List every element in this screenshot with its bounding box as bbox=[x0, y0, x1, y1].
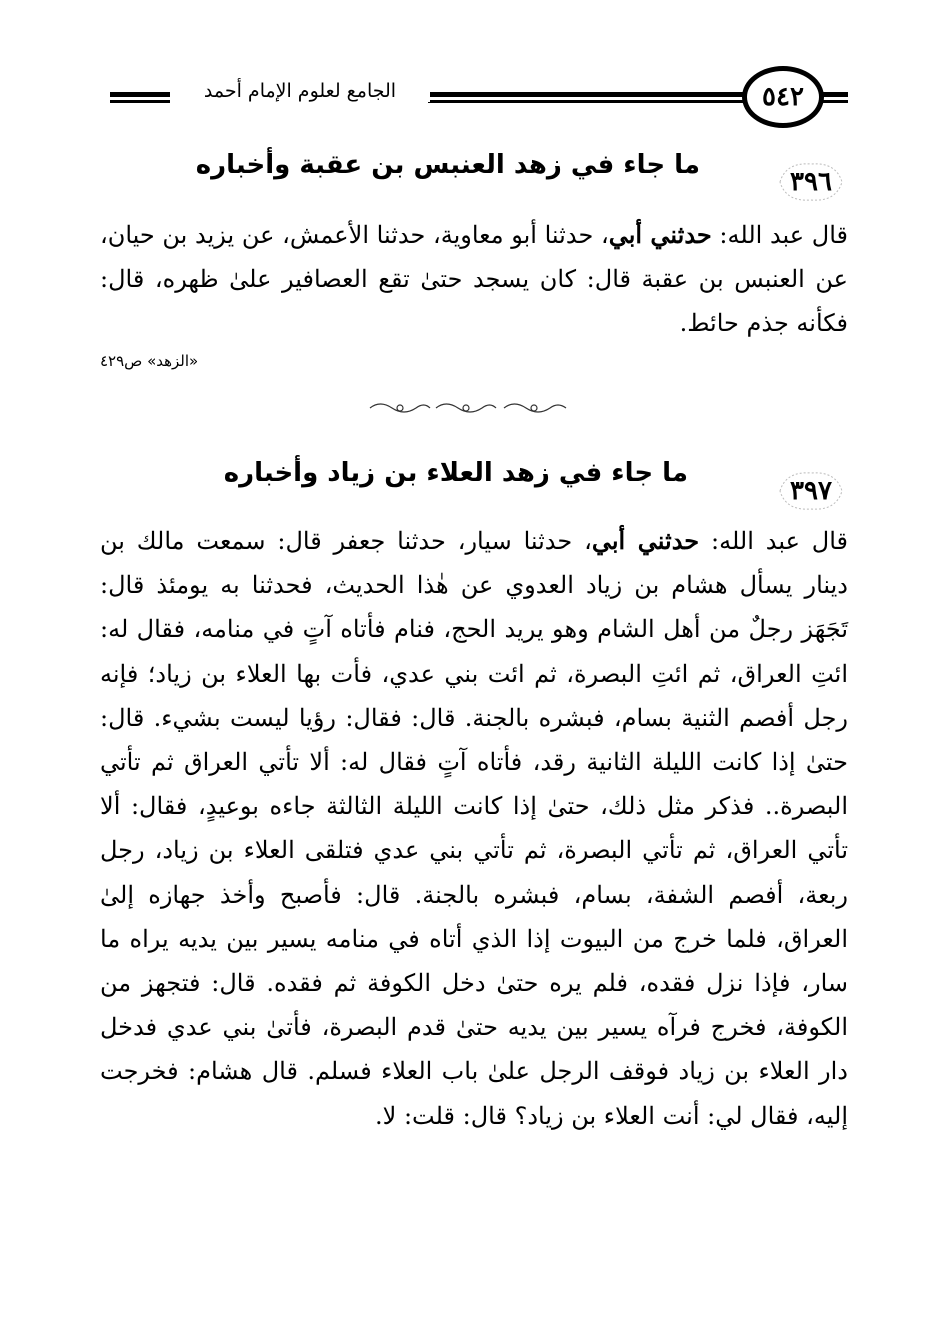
header-rule-middle-top bbox=[428, 92, 744, 97]
paragraph-bold-text: حدثني أبي bbox=[591, 526, 700, 555]
section-title: ما جاء في زهد العنبس بن عقبة وأخباره bbox=[195, 150, 700, 180]
section-title: ما جاء في زهد العلاء بن زياد وأخباره bbox=[223, 458, 688, 488]
divider-ornament-icon bbox=[366, 398, 570, 418]
source-reference: «الزهد» ص٤٢٩ bbox=[100, 352, 199, 370]
book-title: الجامع لعلوم الإمام أحمد bbox=[170, 80, 430, 102]
page-number: ٥٤٢ bbox=[762, 82, 804, 112]
header-rule-left-bottom bbox=[110, 100, 170, 103]
page-header bbox=[110, 62, 848, 132]
paragraph-bold-text: حدثني أبي bbox=[608, 220, 712, 249]
section-number: ٣٩٧ bbox=[790, 476, 832, 506]
paragraph-prefix: قال عبد الله: bbox=[699, 527, 848, 555]
section-paragraph bbox=[100, 519, 848, 1138]
section-number-badge bbox=[776, 467, 846, 515]
header-rule-right-top bbox=[822, 92, 848, 97]
paragraph-text: ، حدثنا أبو معاوية، حدثنا الأعمش، عن يزيد بن حيان، عن العنبس بن عقبة قال: كان يسجد حتىٰ تقع العصافير علىٰ ظهره، قال: فكأنه جذم حائط. bbox=[100, 221, 848, 338]
header-rule-right-bottom bbox=[822, 100, 848, 103]
section-number: ٣٩٦ bbox=[790, 167, 832, 197]
page-number-badge bbox=[742, 66, 824, 128]
paragraph-text: ، حدثنا سيار، حدثنا جعفر قال: سمعت مالك بن دينار يسأل هشام بن زياد العدوي عن هٰذا الحديث، فحدثنا به يومئذ قال: تَجَهَز رجلٌ من أهل الشام وهو يريد الحج، فنام فأتاه آتٍ في منامه، فقال له: ائتِ العراق، ثم ائتِ البصرة، ثم ائت بني عدي، فأت بها العلاء بن زياد؛ فإنه رجل أفصم الثنية بسام، فبشره بالجنة. قال: فقال: رؤيا ليست بشيء. قال: حتىٰ إذا كانت الليلة الثانية رقد، فأتاه آتٍ فقال له: ألا تأتي العراق ثم تأتي البصرة.. فذكر مثل ذلك، حتىٰ إذا كانت الليلة الثالثة جاءه بوعيدٍ، فقال: ألا تأتي العراق، ثم تأتي البصرة، ثم تأتي بني عدي فتلقى العلاء بن زياد، رجل ربعة، أفصم الشفة، بسام، فبشره بالجنة. قال: فأصبح وأخذ جهازه إلىٰ العراق، فلما خرج من البيوت إذا الذي أتاه في منامه يسير بين يديه يراه ما سار، فإذا نزل فقده، فلم يره حتىٰ دخل الكوفة ثم فقده. قال: فتجهز من الكوفة، فخرج فرآه يسير بين يديه حتىٰ قدم البصرة، فأتىٰ بني عدي فدخل دار العلاء بن زياد فوقف الرجل علىٰ باب العلاء فسلم. قال هشام: فخرجت إليه، فقال لي: أنت العلاء بن زياد؟ قال: قلت: لا. bbox=[100, 527, 848, 1130]
section-paragraph bbox=[100, 213, 848, 346]
paragraph-prefix: قال عبد الله: bbox=[711, 221, 848, 249]
section-number-badge bbox=[776, 158, 846, 206]
header-rule-middle-bottom bbox=[428, 100, 744, 103]
header-rule-left-top bbox=[110, 92, 170, 97]
